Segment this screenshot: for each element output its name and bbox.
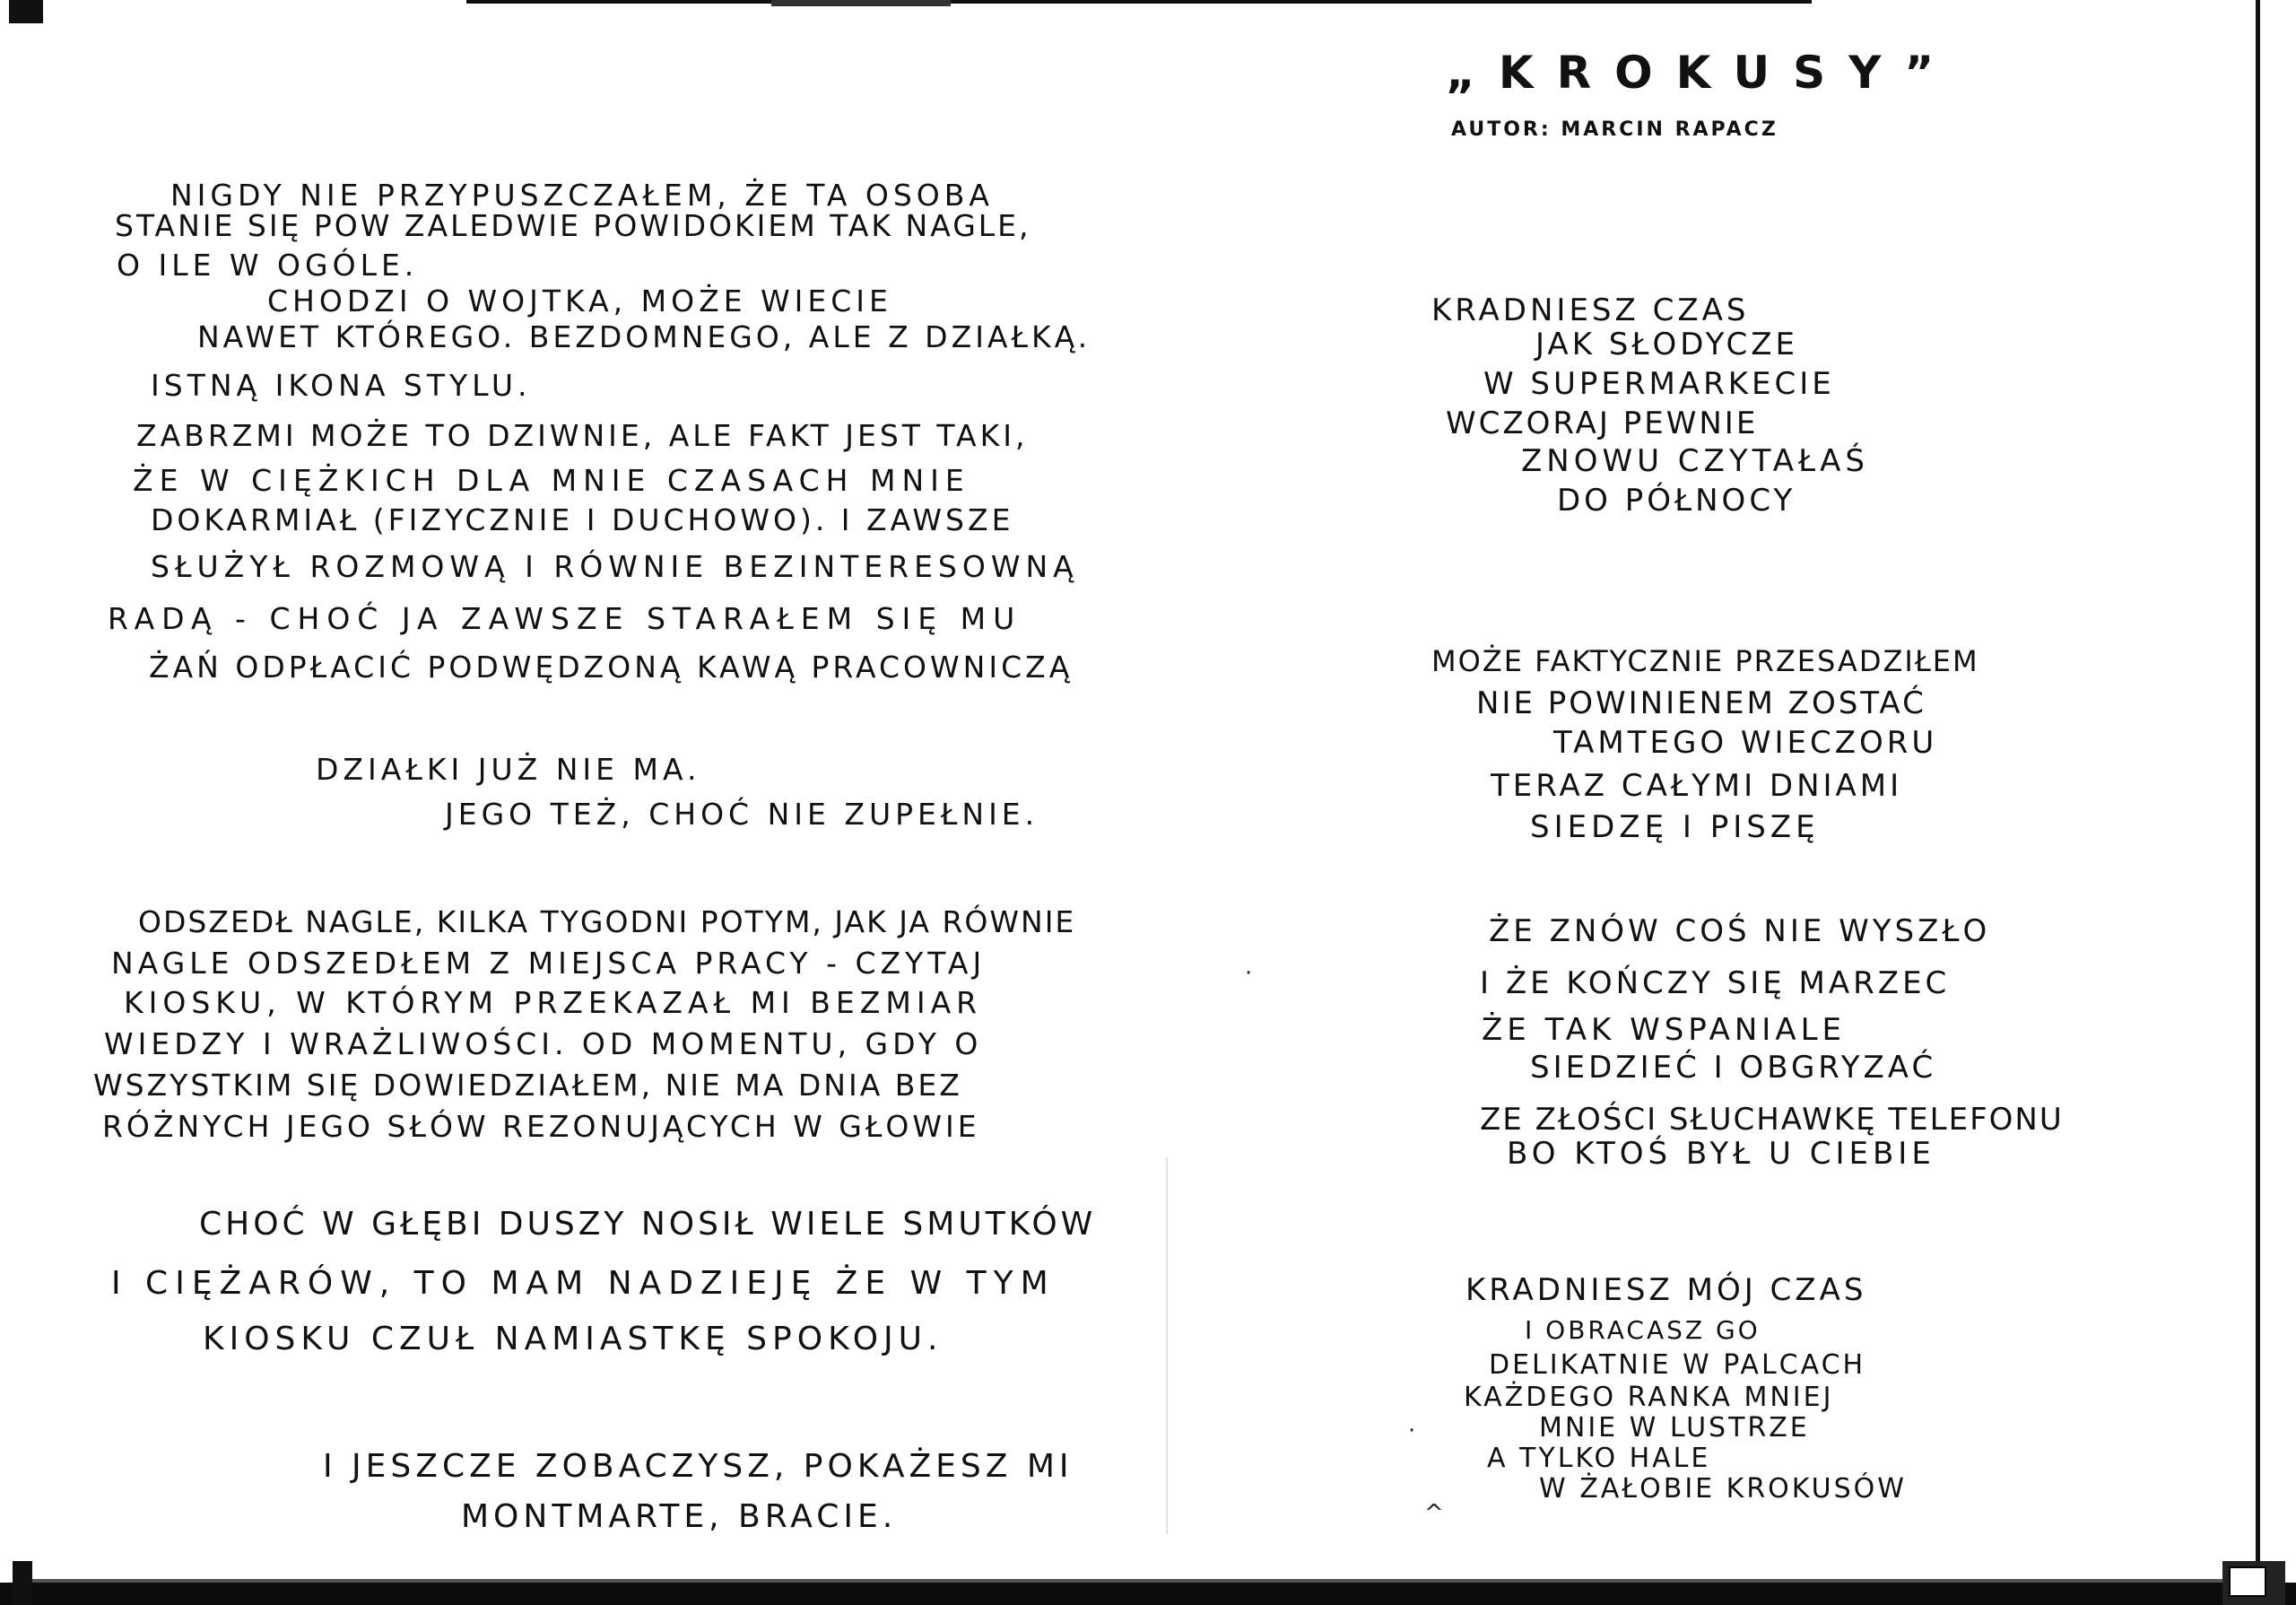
scan-edge-shadow — [0, 1583, 2296, 1605]
poem-line: ZNOWU CZYTAŁAŚ — [1521, 443, 1869, 479]
handwritten-line: ŻE W CIĘŻKICH DLA MNIE CZASACH MNIE — [133, 463, 970, 498]
handwritten-line: O ILE W OGÓLE. — [117, 248, 419, 283]
handwritten-line: RADĄ - CHOĆ JA ZAWSZE STARAŁEM SIĘ MU — [108, 601, 1022, 636]
poem-line: SIEDZĘ I PISZĘ — [1530, 809, 1820, 845]
handwritten-line: I JESZCZE ZOBACZYSZ, POKAŻESZ MI — [323, 1448, 1074, 1485]
poem-line: I OBRACASZ GO — [1525, 1315, 1761, 1345]
handwritten-line: STANIE SIĘ POW ZALEDWIE POWIDOKIEM TAK NAGLE, — [115, 208, 1031, 243]
handwritten-line: NAWET KTÓREGO. BEZDOMNEGO, ALE Z DZIAŁKĄ. — [197, 319, 1091, 354]
handwritten-line: KIOSKU CZUŁ NAMIASTKĘ SPOKOJU. — [203, 1321, 944, 1357]
poem-line: ŻE TAK WSPANIALE — [1482, 1012, 1847, 1048]
poem-line: W SUPERMARKECIE — [1483, 366, 1835, 402]
handwritten-line: I CIĘŻARÓW, TO MAM NADZIEJĘ ŻE W TYM — [111, 1265, 1056, 1302]
handwritten-line: JEGO TEŻ, CHOĆ NIE ZUPEŁNIE. — [445, 797, 1039, 832]
handwritten-line: WIEDZY I WRAŻLIWOŚCI. OD MOMENTU, GDY O — [104, 1026, 983, 1061]
poem-line: A TYLKO HALE — [1487, 1443, 1711, 1474]
scan-corner-mark — [2229, 1566, 2266, 1597]
handwritten-line: ŻAŃ ODPŁACIĆ PODWĘDZONĄ KAWĄ PRACOWNICZĄ — [149, 650, 1074, 685]
handwritten-line: WSZYSTKIM SIĘ DOWIEDZIAŁEM, NIE MA DNIA BEZ — [93, 1068, 962, 1103]
stray-pen-mark: · — [1245, 960, 1253, 987]
poem-line: KRADNIESZ CZAS — [1431, 292, 1750, 328]
handwritten-line: KIOSKU, W KTÓRYM PRZEKAZAŁ MI BEZMIAR — [124, 985, 983, 1020]
poem-line: BO KTOŚ BYŁ U CIEBIE — [1507, 1136, 1935, 1172]
handwritten-line: NIGDY NIE PRZYPUSZCZAŁEM, ŻE TA OSOBA — [170, 178, 994, 213]
poem-line: TERAZ CAŁYMI DNIAMI — [1491, 768, 1903, 804]
handwritten-line: ISTNĄ IKONA STYLU. — [151, 368, 532, 403]
poem-line: I ŻE KOŃCZY SIĘ MARZEC — [1480, 965, 1951, 1001]
page-gutter — [1166, 1157, 1168, 1534]
poem-line: DELIKATNIE W PALCACH — [1489, 1349, 1866, 1381]
handwritten-line: ODSZEDŁ NAGLE, KILKA TYGODNI POTYM, JAK JA RÓWNIE — [138, 904, 1076, 939]
handwritten-line: NAGLE ODSZEDŁEM Z MIEJSCA PRACY - CZYTAJ — [111, 946, 987, 981]
poem-line: KRADNIESZ MÓJ CZAS — [1465, 1272, 1867, 1308]
handwritten-line: ZABRZMI MOŻE TO DZIWNIE, ALE FAKT JEST TAKI, — [136, 418, 1029, 453]
stray-pen-mark: · — [1408, 1417, 1416, 1444]
handwritten-line: MONTMARTE, BRACIE. — [461, 1498, 898, 1535]
scan-edge-shadow — [466, 0, 1812, 4]
poem-line: MOŻE FAKTYCZNIE PRZESADZIŁEM — [1431, 644, 1979, 678]
handwritten-line: CHOĆ W GŁĘBI DUSZY NOSIŁ WIELE SMUTKÓW — [199, 1206, 1097, 1243]
poem-line: JAK SŁODYCZE — [1535, 327, 1798, 362]
poem-line: W ŻAŁOBIE KROKUSÓW — [1539, 1473, 1907, 1505]
poem-line: ZE ZŁOŚCI SŁUCHAWKĘ TELEFONU — [1480, 1102, 2064, 1138]
scan-edge-shadow — [13, 1561, 32, 1605]
poem-line: WCZORAJ PEWNIE — [1446, 406, 1759, 441]
poem-line: NIE POWINIENEM ZOSTAĆ — [1476, 685, 1926, 721]
poem-title: „KROKUSY” — [1446, 47, 1958, 99]
poem-line: TAMTEGO WIECZORU — [1553, 725, 1938, 761]
poem-line: SIEDZIEĆ I OBGRYZAĆ — [1530, 1050, 1937, 1086]
handwritten-line: DOKARMIAŁ (FIZYCZNIE I DUCHOWO). I ZAWSZE — [151, 502, 1014, 537]
poem-line: MNIE W LUSTRZE — [1539, 1412, 1810, 1444]
poem-line: ŻE ZNÓW COŚ NIE WYSZŁO — [1489, 913, 1991, 949]
poem-line: DO PÓŁNOCY — [1557, 483, 1796, 519]
handwritten-line: DZIAŁKI JUŻ NIE MA. — [316, 752, 701, 787]
scan-edge-shadow — [2256, 0, 2260, 1561]
scan-edge-shadow — [771, 0, 951, 6]
scan-edge-shadow — [9, 0, 43, 23]
poem-author: AUTOR: MARCIN RAPACZ — [1451, 118, 1779, 141]
stray-pen-mark: ^ — [1424, 1500, 1444, 1527]
handwritten-line: SŁUŻYŁ ROZMOWĄ I RÓWNIE BEZINTERESOWNĄ — [151, 549, 1079, 584]
poem-line: KAŻDEGO RANKA MNIEJ — [1464, 1382, 1834, 1413]
handwritten-line: CHODZI O WOJTKA, MOŻE WIECIE — [267, 283, 892, 318]
handwritten-line: RÓŻNYCH JEGO SŁÓW REZONUJĄCYCH W GŁOWIE — [102, 1109, 980, 1144]
